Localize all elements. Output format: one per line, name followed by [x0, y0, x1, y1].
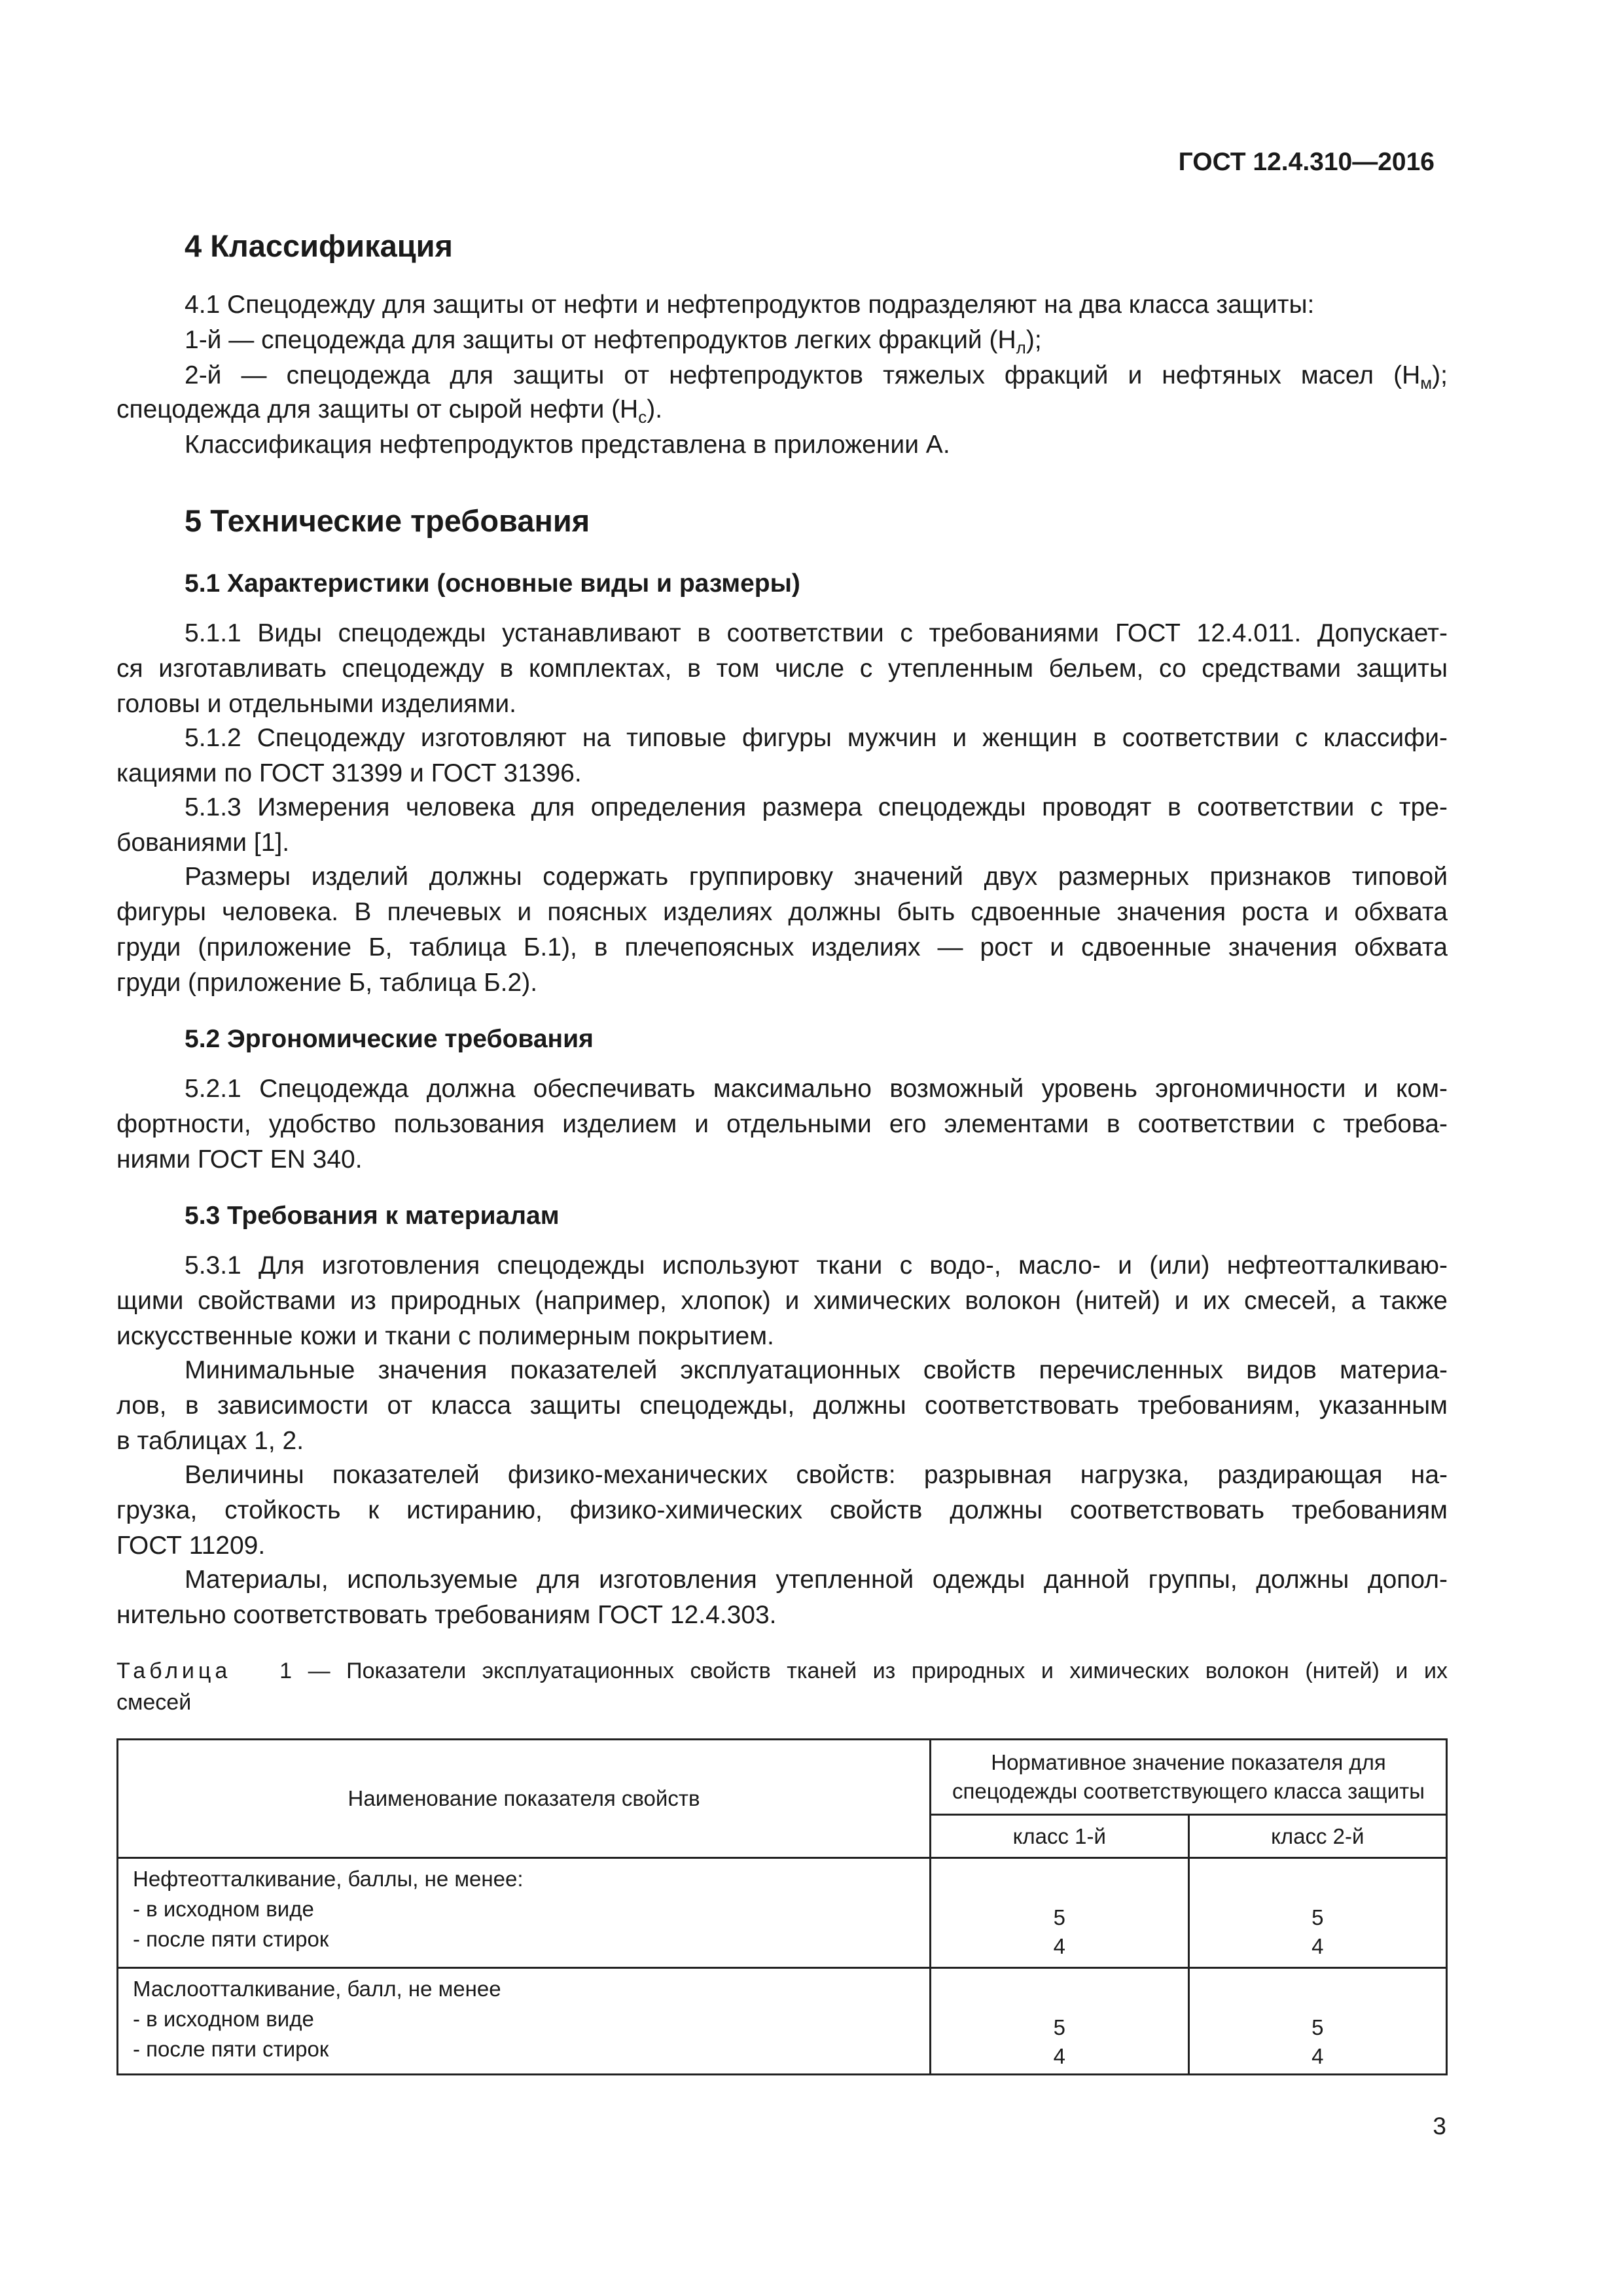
class-2-end: ); [1432, 361, 1448, 389]
paragraph-5-1-1-line-3: головы и отдельными изделиями. [116, 690, 516, 718]
paragraph-5-1-1-line-2: ся изготавливать спецодежду в комплектах, в том числе с утепленным бельем, со средствами защиты [116, 655, 1448, 683]
header-normative-value [931, 1740, 1447, 1815]
paragraph-min-values-line-2: лов, в зависимости от класса защиты спецодежды, должны соответствовать требованиям, указанным [116, 1391, 1448, 1420]
row-1-class-2 [1188, 1858, 1447, 1968]
table-row [118, 1968, 1447, 2075]
class-1-end: ); [1026, 326, 1042, 354]
paragraph-classification-ref: Классификация нефтепродуктов представлена в приложении А. [185, 431, 950, 459]
paragraph-physical-line-3: ГОСТ 11209. [116, 1532, 266, 1560]
paragraph-sizes-line-2: фигуры человека. В плечевых и поясных изделиях должны быть сдвоенные значения роста и обхвата [116, 898, 1448, 926]
paragraph-sizes-line-4: груди (приложение Б, таблица Б.2). [116, 969, 538, 997]
subsection-5-2-title: 5.2 Эргономические требования [185, 1025, 594, 1053]
row-1-class-1-washed: 4 [1053, 1934, 1065, 1958]
header-class-2: класс 2-й [1188, 1815, 1447, 1858]
row-2-class-1 [931, 1968, 1188, 2075]
paragraph-5-1-1-line-1: 5.1.1 Виды спецодежды устанавливают в соответствии с требованиями ГОСТ 12.4.011. Допускает- [185, 619, 1448, 647]
row-2-class-2-initial: 5 [1311, 2015, 1324, 2039]
paragraph-5-2-1-line-3: ниями ГОСТ EN 340. [116, 1145, 363, 1174]
table-row [118, 1858, 1447, 1968]
paragraph-5-2-1-line-1: 5.2.1 Спецодежда должна обеспечивать максимально возможный уровень эргономичности и ком- [185, 1075, 1448, 1103]
header-normative-line-2: спецодежды соответствующего класса защиты [952, 1779, 1425, 1803]
paragraph-sizes-line-3: груди (приложение Б, таблица Б.1), в плечепоясных изделиях — рост и сдвоенные значения обхвата [116, 933, 1448, 961]
row-1-sub-initial: - в исходном виде [133, 1897, 314, 1921]
paragraph-class-2-line-2 [116, 395, 663, 427]
paragraph-5-2-1-line-2: фортности, удобство пользования изделием и отдельными его элементами в соответствии с требова- [116, 1110, 1448, 1138]
section-4-title: 4 Классификация [185, 228, 453, 263]
paragraph-min-values-line-1: Минимальные значения показателей эксплуатационных свойств перечисленных видов материа- [185, 1356, 1448, 1384]
row-2-name: Маслоотталкивание, балл, не менее [133, 1977, 501, 2001]
row-2-class-2-washed: 4 [1311, 2044, 1324, 2068]
paragraph-class-1 [185, 326, 1042, 357]
crude-oil-text: спецодежда для защиты от сырой нефти (Н [116, 395, 639, 423]
crude-oil-subscript: с [638, 407, 647, 427]
subsection-5-3-title: 5.3 Требования к материалам [185, 1202, 560, 1230]
header-class-1: класс 1-й [931, 1815, 1188, 1858]
paragraph-class-2-line-1 [185, 361, 1448, 393]
paragraph-5-3-1-line-2: щими свойствами из природных (например, хлопок) и химических волокон (нитей) и их смесей, а также [116, 1287, 1448, 1315]
paragraph-min-values-line-3: в таблицах 1, 2. [116, 1427, 304, 1455]
class-1-text: 1-й — спецодежда для защиты от нефтепродуктов легких фракций (Н [185, 326, 1016, 354]
section-5-title: 5 Технические требования [185, 503, 590, 538]
table-caption-word: Таблица [116, 1659, 232, 1683]
header-normative-line-1: Нормативное значение показателя для [991, 1750, 1386, 1774]
row-1-class-1-initial: 5 [1053, 1905, 1065, 1929]
class-2-text: 2-й — спецодежда для защиты от нефтепродуктов тяжелых фракций и нефтяных масел (Н [185, 361, 1421, 389]
row-1-property [118, 1858, 931, 1968]
row-2-property [118, 1968, 931, 2075]
row-2-sub-washed: - после пяти стирок [133, 2037, 329, 2061]
table-1-caption-line-1 [116, 1659, 1448, 1684]
row-1-class-2-washed: 4 [1311, 1934, 1324, 1958]
table-1-caption-line-2: смесей [116, 1690, 192, 1715]
page-number: 3 [1433, 2113, 1446, 2140]
paragraph-5-3-1-line-3: искусственные кожи и ткани с полимерным покрытием. [116, 1322, 774, 1350]
table-caption-text: 1 — Показатели эксплуатационных свойств тканей из природных и химических волокон (нитей) и их [279, 1659, 1448, 1683]
paragraph-5-1-3-line-2: бованиями [1]. [116, 829, 290, 857]
table-1 [116, 1738, 1448, 2075]
paragraph-physical-line-1: Величины показателей физико-механических свойств: разрывная нагрузка, раздирающая на- [185, 1461, 1448, 1489]
paragraph-materials-line-1: Материалы, используемые для изготовления утепленной одежды данной группы, должны допол- [185, 1566, 1448, 1594]
standard-code: ГОСТ 12.4.310—2016 [1178, 148, 1435, 176]
row-2-class-1-initial: 5 [1053, 2015, 1065, 2039]
paragraph-sizes-line-1: Размеры изделий должны содержать группировку значений двух размерных признаков типовой [185, 863, 1448, 891]
paragraph-5-1-3-line-1: 5.1.3 Измерения человека для определения размера спецодежды проводят в соответствии с тре- [185, 793, 1448, 821]
table-header-row [118, 1740, 1447, 1815]
row-1-class-1 [931, 1858, 1188, 1968]
header-property-name: Наименование показателя свойств [118, 1740, 931, 1858]
row-1-class-2-initial: 5 [1311, 1905, 1324, 1929]
paragraph-4-1: 4.1 Спецодежду для защиты от нефти и нефтепродуктов подразделяют на два класса защиты: [185, 291, 1315, 319]
crude-oil-end: ). [647, 395, 663, 423]
class-2-subscript: м [1420, 373, 1433, 393]
row-1-name: Нефтеотталкивание, баллы, не менее: [133, 1867, 524, 1891]
row-1-sub-washed: - после пяти стирок [133, 1927, 329, 1951]
class-1-subscript: л [1016, 338, 1026, 357]
paragraph-materials-line-2: нительно соответствовать требованиям ГОСТ 12.4.303. [116, 1601, 777, 1629]
paragraph-5-1-2-line-1: 5.1.2 Спецодежду изготовляют на типовые фигуры мужчин и женщин в соответствии с классифи- [185, 724, 1448, 752]
row-2-class-1-washed: 4 [1053, 2044, 1065, 2068]
row-2-sub-initial: - в исходном виде [133, 2007, 314, 2031]
paragraph-5-1-2-line-2: кациями по ГОСТ 31399 и ГОСТ 31396. [116, 759, 582, 787]
subsection-5-1-title: 5.1 Характеристики (основные виды и размеры) [185, 569, 800, 598]
paragraph-physical-line-2: грузка, стойкость к истиранию, физико-химических свойств должны соответствовать требованиям [116, 1496, 1448, 1524]
paragraph-5-3-1-line-1: 5.3.1 Для изготовления спецодежды используют ткани с водо-, масло- и (или) нефтеотталкиваю- [185, 1251, 1448, 1280]
row-2-class-2 [1188, 1968, 1447, 2075]
